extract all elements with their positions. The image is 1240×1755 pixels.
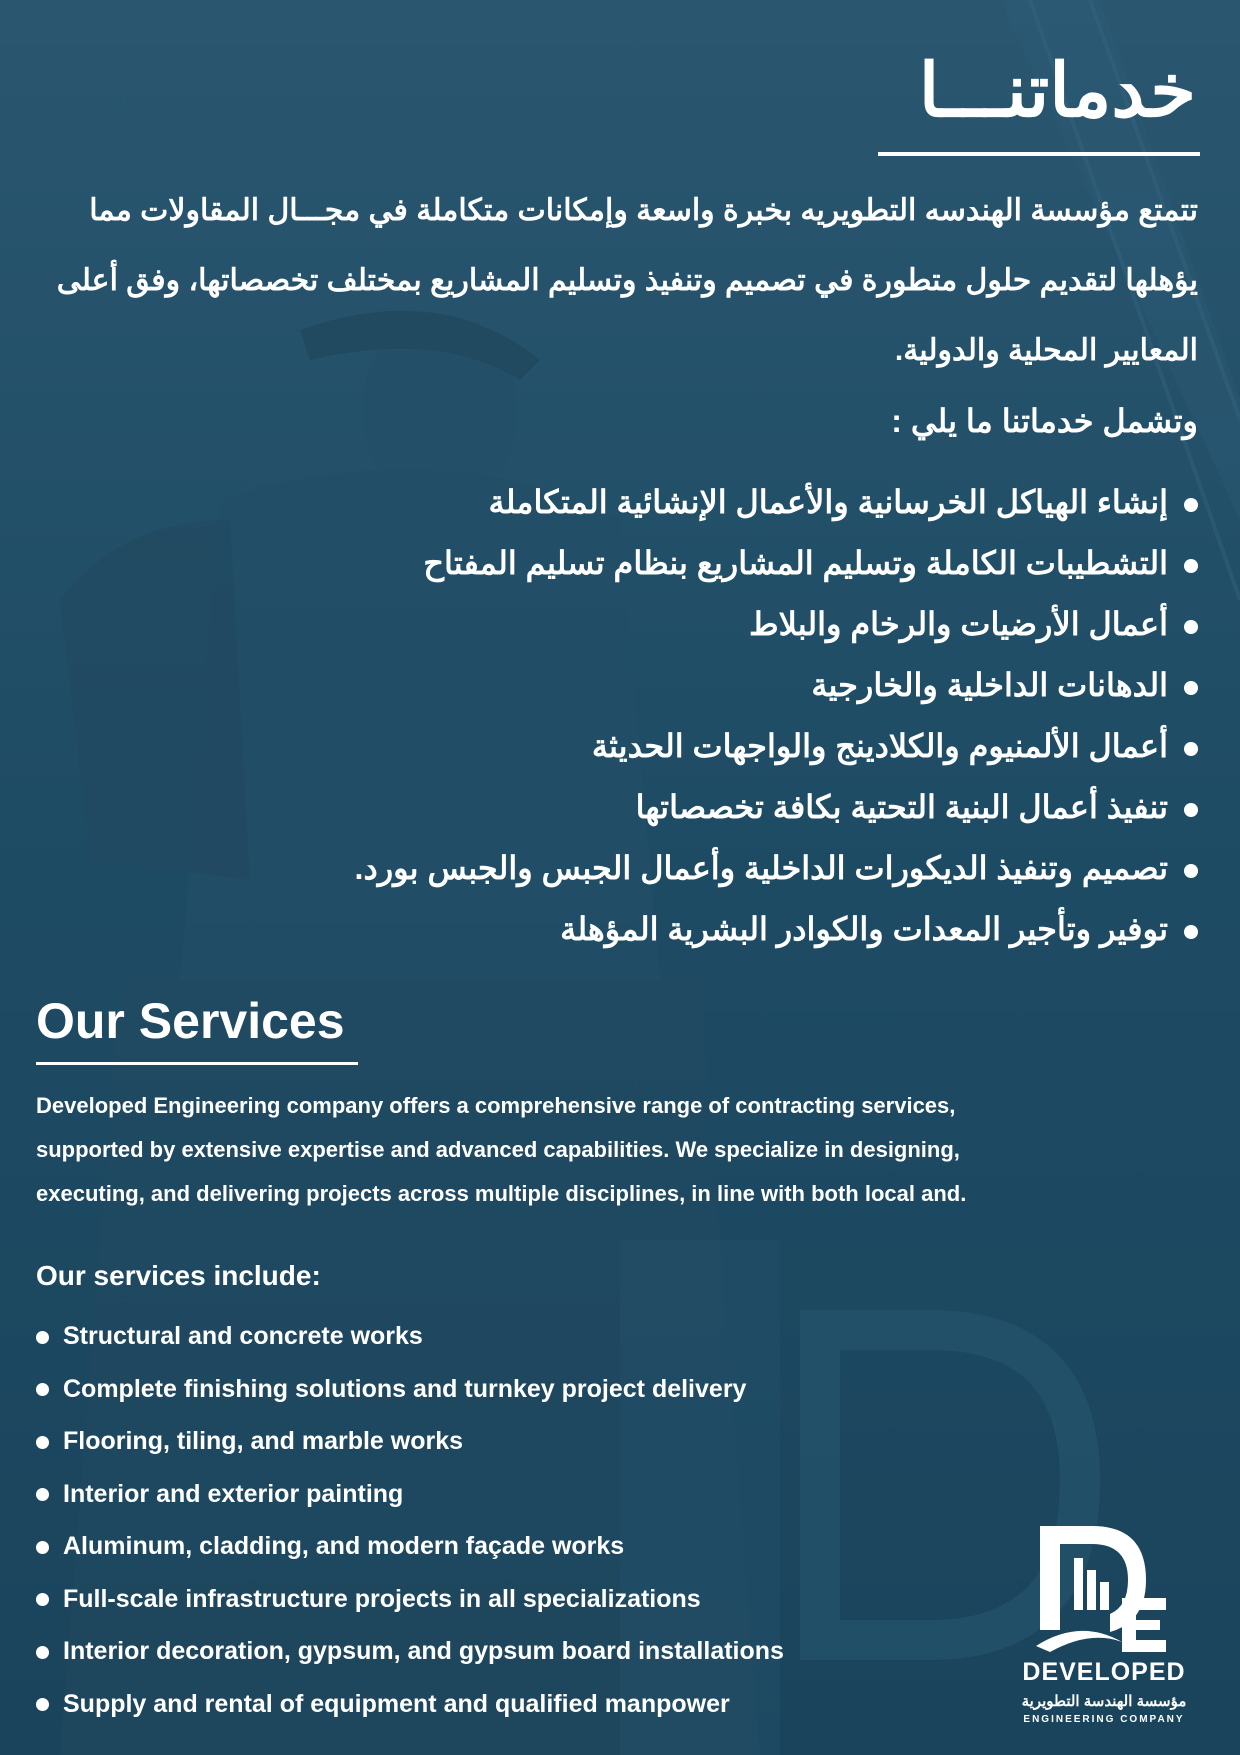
list-item bbox=[355, 838, 1198, 899]
list-item bbox=[36, 1573, 784, 1626]
arabic-title: خدماتنـــا bbox=[918, 49, 1196, 132]
service-label: Full-scale infrastructure projects in all specializations bbox=[63, 1584, 701, 1613]
service-label: Interior and exterior painting bbox=[63, 1479, 404, 1508]
list-item bbox=[355, 899, 1198, 960]
arabic-services-heading: وتشمل خدماتنا ما يلي : bbox=[891, 403, 1198, 439]
service-label: أعمال الألمنيوم والكلادينج والواجهات الحديثة bbox=[591, 728, 1168, 764]
list-item bbox=[355, 594, 1198, 655]
service-label: إنشاء الهياكل الخرسانية والأعمال الإنشائية المتكاملة bbox=[488, 484, 1168, 520]
service-label: الدهانات الداخلية والخارجية bbox=[811, 667, 1168, 703]
bullet-icon bbox=[1184, 620, 1198, 634]
logo-arabic-name: مؤسسة الهندسة التطويرية bbox=[1021, 1693, 1187, 1710]
list-item bbox=[36, 1363, 784, 1416]
bullet-icon bbox=[36, 1383, 49, 1396]
logo-name: DEVELOPED bbox=[1022, 1658, 1186, 1686]
list-item bbox=[36, 1678, 784, 1731]
bullet-icon bbox=[1184, 925, 1198, 939]
bullet-icon bbox=[1184, 803, 1198, 817]
company-logo bbox=[1004, 1518, 1204, 1728]
bullet-icon bbox=[36, 1646, 49, 1659]
bullet-icon bbox=[1184, 559, 1198, 573]
english-services-list bbox=[36, 1310, 784, 1730]
bullet-icon bbox=[36, 1593, 49, 1606]
service-label: Aluminum, cladding, and modern façade works bbox=[63, 1532, 625, 1560]
bullet-icon bbox=[36, 1541, 49, 1554]
list-item bbox=[36, 1468, 784, 1521]
bullet-icon bbox=[36, 1436, 49, 1449]
bullet-icon bbox=[1184, 681, 1198, 695]
list-item bbox=[36, 1520, 784, 1573]
arabic-services-list bbox=[355, 472, 1198, 960]
service-label: توفير وتأجير المعدات والكوادر البشرية المؤهلة bbox=[560, 911, 1168, 947]
service-label: التشطيبات الكاملة وتسليم المشاريع بنظام تسليم المفتاح bbox=[423, 545, 1168, 581]
service-label: أعمال الأرضيات والرخام والبلاط bbox=[749, 606, 1168, 642]
service-label: تصميم وتنفيذ الديكورات الداخلية وأعمال الجبس والجبس بورد. bbox=[354, 850, 1168, 886]
logo-subtitle: ENGINEERING COMPANY bbox=[1023, 1714, 1185, 1725]
english-services-heading: Our services include: bbox=[36, 1260, 321, 1291]
service-label: Interior decoration, gypsum, and gypsum board installations bbox=[63, 1637, 784, 1665]
list-item bbox=[355, 655, 1198, 716]
bullet-icon bbox=[1184, 742, 1198, 756]
service-label: Supply and rental of equipment and qualified manpower bbox=[63, 1689, 730, 1718]
list-item bbox=[355, 533, 1198, 594]
list-item bbox=[355, 777, 1198, 838]
bullet-icon bbox=[36, 1698, 49, 1711]
list-item bbox=[36, 1625, 784, 1678]
service-label: Flooring, tiling, and marble works bbox=[63, 1427, 464, 1455]
bullet-icon bbox=[36, 1488, 49, 1501]
list-item bbox=[36, 1415, 784, 1468]
bullet-icon bbox=[1184, 498, 1198, 512]
arabic-intro-paragraph: تتمتع مؤسسة الهندسه التطويريه بخبرة واسعة وإمكانات متكاملة في مجـــال المقاولات مما يؤهلها لتقديم حلول متطورة في تصميم وتنفيذ وتسليم المشاريع بمختلف تخصصاتها، وفق أعلى المعايير المحلية والدولية. bbox=[56, 194, 1198, 367]
list-item bbox=[355, 472, 1198, 533]
bullet-icon bbox=[1184, 864, 1198, 878]
logo-de-mark-icon bbox=[1030, 1518, 1170, 1658]
service-label: تنفيذ أعمال البنية التحتية بكافة تخصصاتها bbox=[635, 789, 1168, 825]
list-item bbox=[355, 716, 1198, 777]
service-label: Structural and concrete works bbox=[63, 1322, 423, 1350]
english-title: Our Services bbox=[36, 993, 345, 1049]
bullet-icon bbox=[36, 1331, 49, 1344]
arabic-title-underline bbox=[878, 152, 1200, 156]
service-label: Complete finishing solutions and turnkey project delivery bbox=[63, 1374, 747, 1403]
list-item bbox=[36, 1310, 784, 1363]
english-title-underline bbox=[36, 1062, 358, 1065]
english-intro-paragraph: Developed Engineering company offers a comprehensive range of contracting services, supported by extensive expertise and advanced capabilities. We specialize in designing, executing, and delivering projects across multiple disciplines, in line with both local and. bbox=[36, 1093, 967, 1206]
